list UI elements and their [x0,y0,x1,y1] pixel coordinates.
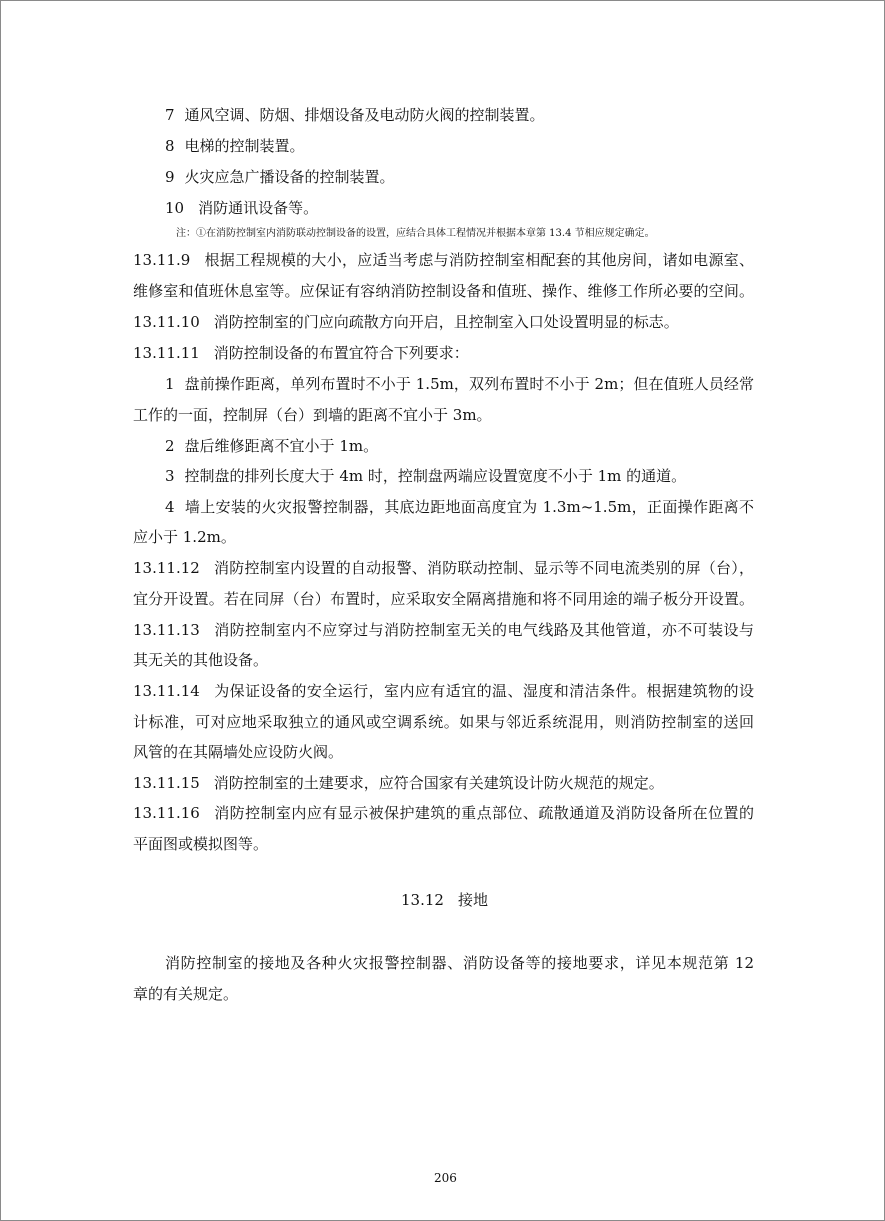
clause-13-11-10 [133,312,679,332]
clause-text: 消防控制室内设置的自动报警、消防联动控制、显示等不同电流类别的屏（台）， [213,559,754,577]
clause-text-continued: 计标准，可对应地采取独立的通风或空调系统。如果与邻近系统混用，则消防控制室的送回 [133,713,754,731]
section-number: 13.12 [401,891,444,909]
item-number: 10 [165,199,185,217]
section-paragraph: 消防控制室的接地及各种火灾报警控制器、消防设备等的接地要求，详见本规范第 12 [165,954,754,972]
item-number: 7 [165,106,175,124]
list-item [165,105,545,125]
section-title: 接地 [457,891,488,909]
clause-number: 13.11.14 [133,682,200,700]
clause-text-continued: 风管的在其隔墙处应设防火阀。 [133,743,344,761]
clause-text-continued: 平面图或模拟图等。 [133,835,269,853]
clause-13-11-16 [133,803,754,823]
list-item [165,497,754,517]
clause-text: 为保证设备的安全运行，室内应有适宜的温、湿度和清洁条件。根据建筑物的设 [213,682,754,700]
clause-text: 消防控制室的门应向疏散方向开启，且控制室入口处设置明显的标志。 [213,313,679,331]
item-number: 9 [165,168,175,186]
clause-13-11-11 [133,343,469,363]
list-item [165,136,305,156]
item-text: 盘前操作距离，单列布置时不小于 1.5m，双列布置时不小于 2m；但在值班人员经常 [184,375,754,393]
item-text: 通风空调、防烟、排烟设备及电动防火阀的控制装置。 [184,106,545,124]
item-text: 火灾应急广播设备的控制装置。 [184,168,395,186]
item-text: 盘后维修距离不宜小于 1m。 [184,437,379,455]
item-text-continued: 应小于 1.2m。 [133,528,236,546]
clause-text: 根据工程规模的大小，应适当考虑与消防控制室相配套的其他房间，诸如电源室、 [204,251,754,269]
clause-13-11-13 [133,620,754,640]
item-text: 消防通讯设备等。 [198,199,319,217]
clause-text-continued: 其无关的其他设备。 [133,651,269,669]
clause-text: 消防控制设备的布置宜符合下列要求： [213,344,469,362]
item-text: 墙上安装的火灾报警控制器，其底边距地面高度宜为 1.3m~1.5m，正面操作距离不 [184,498,754,516]
clause-13-11-15 [133,773,664,793]
clause-text-continued: 维修室和值班休息室等。应保证有容纳消防控制设备和值班、操作、维修工作所必要的空间。 [133,282,754,300]
item-text: 控制盘的排列长度大于 4m 时，控制盘两端应设置宽度不小于 1m 的通道。 [184,467,687,485]
clause-number: 13.11.10 [133,313,200,331]
footnote: 注：①在消防控制室内消防联动控制设备的设置，应结合具体工程情况并根据本章第 13.4 节相应规定确定。 [176,228,655,239]
clause-number: 13.11.16 [133,804,200,822]
item-text-continued: 工作的一面，控制屏（台）到墙的距离不宜小于 3m。 [133,406,492,424]
page-number: 206 [434,1171,457,1185]
section-heading [401,890,488,910]
clause-text: 消防控制室内应有显示被保护建筑的重点部位、疏散通道及消防设备所在位置的 [213,804,754,822]
list-item [165,374,754,394]
list-item [165,436,378,456]
item-number: 4 [165,498,175,516]
list-item [165,198,318,218]
clause-text-continued: 宜分开设置。若在同屏（台）布置时，应采取安全隔离措施和将不同用途的端子板分开设置。 [133,590,754,608]
item-number: 8 [165,137,175,155]
clause-number: 13.11.11 [133,344,200,362]
clause-number: 13.11.13 [133,621,200,639]
clause-13-11-12 [133,558,754,578]
item-text: 电梯的控制装置。 [184,137,305,155]
list-item [165,466,686,486]
item-number: 3 [165,467,175,485]
clause-13-11-14 [133,681,754,701]
list-item [165,167,395,187]
clause-number: 13.11.15 [133,774,200,792]
clause-number: 13.11.12 [133,559,200,577]
clause-13-11-9 [133,250,754,270]
clause-number: 13.11.9 [133,251,191,269]
clause-text: 消防控制室内不应穿过与消防控制室无关的电气线路及其他管道，亦不可装设与 [213,621,754,639]
clause-text: 消防控制室的土建要求，应符合国家有关建筑设计防火规范的规定。 [213,774,664,792]
section-paragraph-continued: 章的有关规定。 [133,985,239,1003]
item-number: 1 [165,375,175,393]
item-number: 2 [165,437,175,455]
